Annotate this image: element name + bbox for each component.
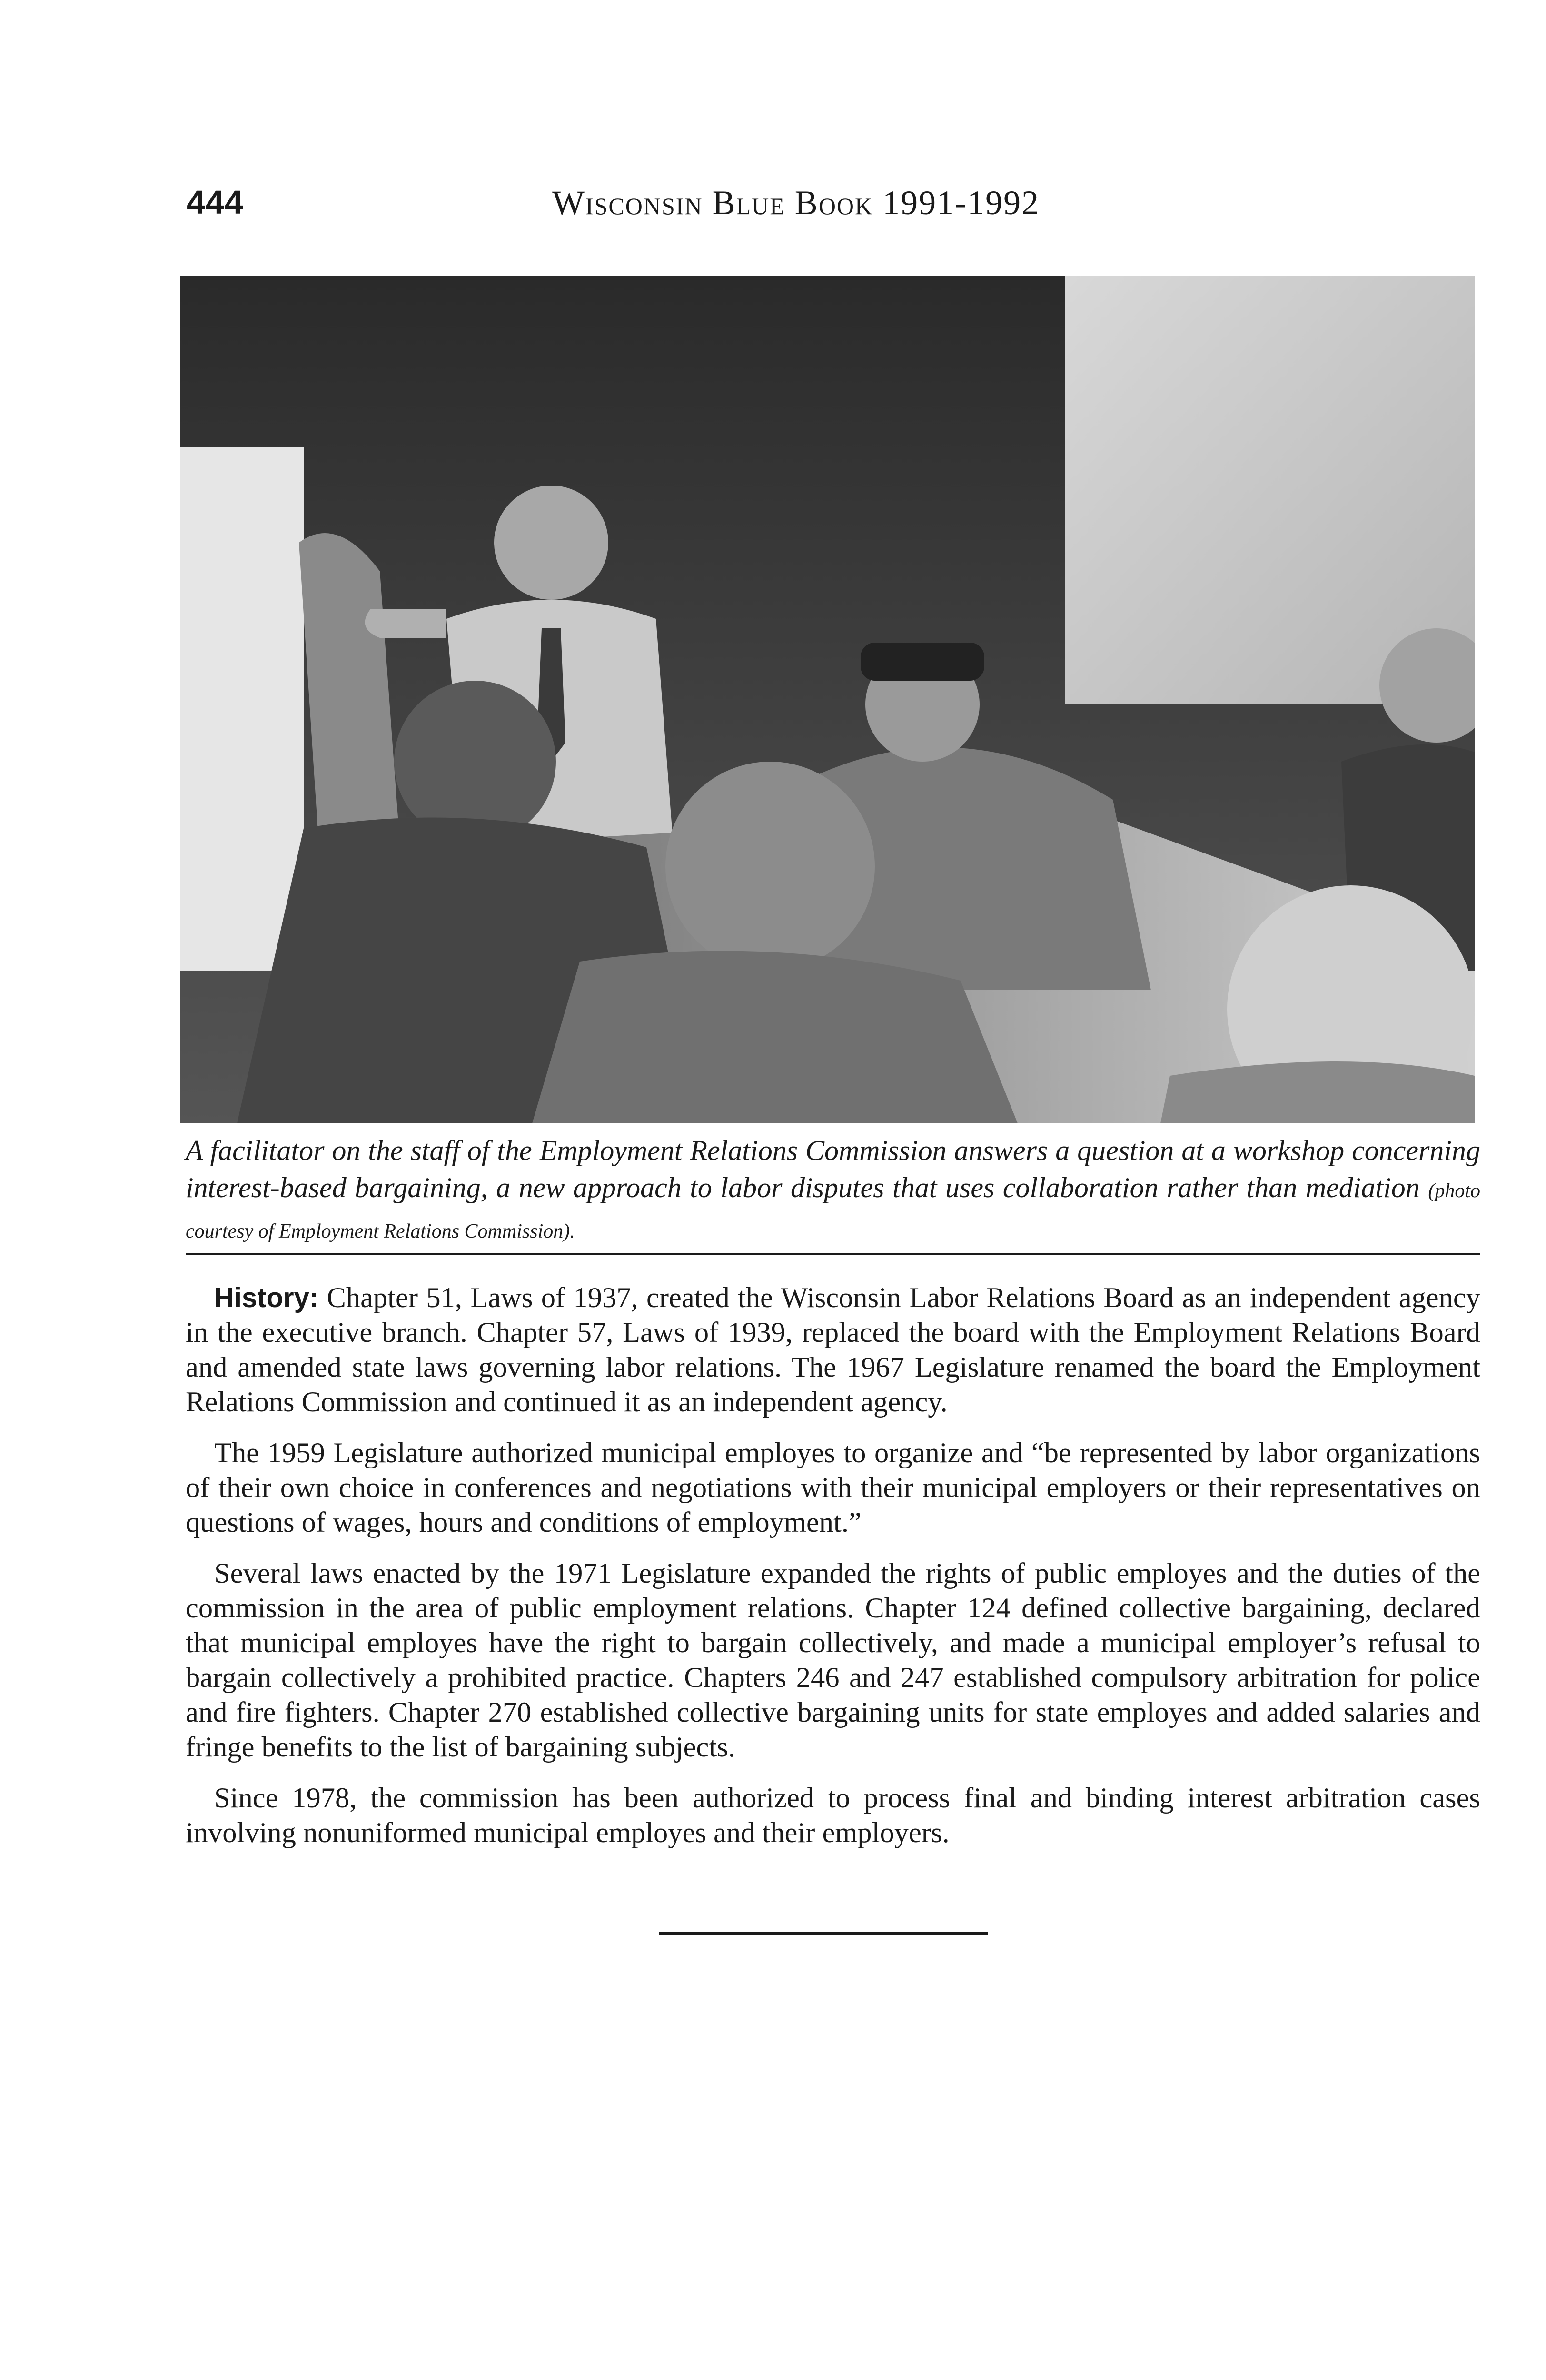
running-head-b: B <box>712 184 736 222</box>
caption-divider <box>186 1253 1480 1255</box>
photo-standing-man-head <box>494 486 608 600</box>
running-head-bk-rest: ook <box>818 184 873 222</box>
running-head-years: 1991-1992 <box>882 184 1040 222</box>
running-head <box>552 183 1040 223</box>
running-head-w: W <box>552 184 585 222</box>
history-paragraph-2: The 1959 Legislature authorized municipal employes to organize and “be represented by labor organizations of their own choice in conferences and negotiations with their municipal employers or their representatives on questions of wages, hours and conditions of employment.” <box>186 1437 1480 1538</box>
history-paragraph-1 <box>186 1280 1480 1419</box>
caption-text: A facilitator on the staff of the Employment Relations Commission answers a question at a workshop concerning interest-based bargaining, a new approach to labor disputes that uses collaboration rather than mediation <box>186 1135 1480 1203</box>
photo-foreground-head-center <box>665 762 875 971</box>
photo-hand <box>365 609 446 638</box>
section-end-rule <box>659 1932 988 1935</box>
running-head-b-rest: lue <box>736 184 785 222</box>
photo-cap <box>861 643 984 681</box>
photo-foreground-body-right <box>1160 1061 1475 1123</box>
page-number: 444 <box>187 184 244 221</box>
history-paragraph-3: Several laws enacted by the 1971 Legislature expanded the rights of public employes and the duties of the commission in the area of public employment relations. Chapter 124 defined collective bargaining, declared that municipal employes have the right to bargain collectively, and made a municipal employer’s refusal to bargain collectively a prohibited practice. Chapters 246 and 247 established compulsory arbitration for police and fire fighters. Chapter 270 established collective bargaining units for state employes and added salaries and fringe benefits to the list of bargaining subjects. <box>186 1557 1480 1763</box>
history-paragraph-4: Since 1978, the commission has been authorized to process final and binding interest arbitration cases involving nonuniformed municipal employes and their employers. <box>186 1782 1480 1849</box>
running-head-w-rest: isconsin <box>585 184 703 222</box>
caption-credit: (photo courtesy of Employment Relations Commission). <box>186 1180 1480 1242</box>
history-paragraph-1-text: Chapter 51, Laws of 1937, created the Wisconsin Labor Relations Board as an independent agency in the executive branch. Chapter 57, Laws of 1939, replaced the board with the Employment Relations Board and amended state laws governing labor relations. The 1967 Legislature renamed the board the Employment Relations Commission and continued it as an independent agency. <box>186 1282 1480 1418</box>
photo-caption <box>186 1132 1480 1250</box>
workshop-photo <box>180 276 1475 1123</box>
photo-flipchart <box>180 447 304 971</box>
history-heading: History: <box>214 1282 319 1313</box>
photograph-icon <box>180 276 1475 1123</box>
running-head-bk: B <box>794 184 819 222</box>
history-section <box>186 1280 1480 1866</box>
